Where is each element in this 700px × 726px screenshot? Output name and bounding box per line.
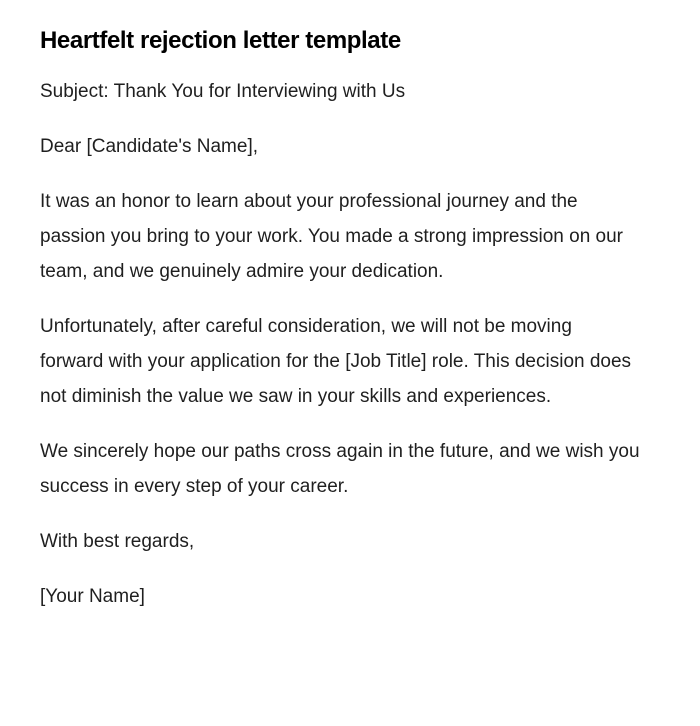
letter-signature: [Your Name] xyxy=(40,586,145,607)
document-title: Heartfelt rejection letter template xyxy=(40,27,401,54)
letter-paragraph-3: We sincerely hope our paths cross again in the future, and we wish you success in every step of your career. xyxy=(40,441,640,497)
letter-closing: With best regards, xyxy=(40,531,195,552)
letter-paragraph-2: Unfortunately, after careful consideration, we will not be moving forward with your application for the [Job Title] role. This decision does not diminish the value we saw in your skills and experiences. xyxy=(40,316,632,407)
letter-paragraph-1: It was an honor to learn about your professional journey and the passion you bring to your work. You made a strong impression on our team, and we genuinely admire your dedication. xyxy=(40,191,623,282)
letter-subject: Subject: Thank You for Interviewing with Us xyxy=(40,81,406,102)
letter-salutation: Dear [Candidate's Name], xyxy=(40,136,259,157)
